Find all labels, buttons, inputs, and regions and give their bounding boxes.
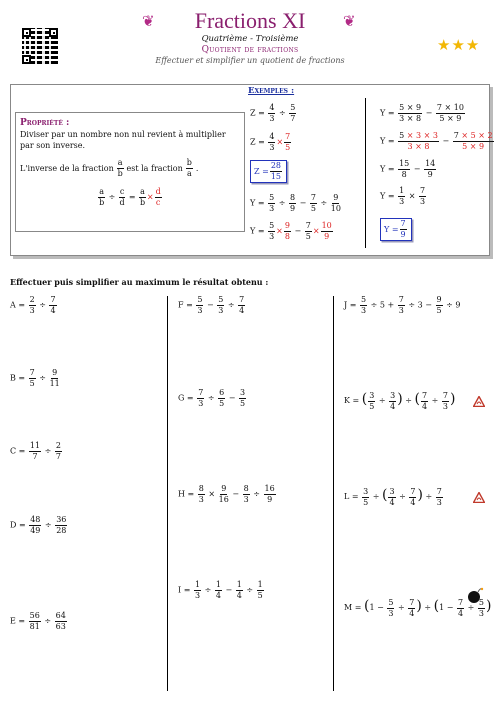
property-line1: Diviser par un nombre non nul revient à multiplier par son inverse. bbox=[20, 130, 226, 150]
property-title: Propriété : bbox=[20, 118, 70, 128]
instruction: Effectuer puis simplifier au maximum le résultat obtenu : bbox=[10, 277, 269, 287]
exercise-j: J = $\frac{5}{3}$ ÷ 5 + $\frac{7}{3}$ ÷ 3 − $\frac{9}{5}$ ÷ 9 bbox=[344, 295, 461, 315]
example-y4: Y = $\frac{5 \times 3 \times 3}{3 \times 8}$ − $\frac{7 \times 5 \times 2}{5 \times 9}$ bbox=[380, 131, 493, 151]
property-formula: $\frac{a}{b}$ ÷ $\frac{c}{d}$ = $\frac{a}{b}$ × $\frac{d}{c}$ bbox=[99, 187, 161, 207]
exercise-g: G = $\frac{7}{3}$ ÷ $\frac{6}{5}$ − $\frac{3}{5}$ bbox=[178, 388, 246, 408]
example-y-result: Y = $\frac{7}{9}$ bbox=[380, 218, 412, 241]
hazard-triangle-icon bbox=[473, 396, 485, 407]
exercise-e: E = $\frac{56}{81}$ ÷ $\frac{64}{63}$ bbox=[10, 611, 66, 631]
exercise-d: D = $\frac{48}{49}$ ÷ $\frac{36}{28}$ bbox=[10, 515, 67, 535]
exercise-h: H = $\frac{8}{3}$ × $\frac{9}{16}$ − $\frac{8}{3}$ ÷ $\frac{16}{9}$ bbox=[178, 484, 275, 504]
example-z1: Z = $\frac{4}{3}$ ÷ $\frac{5}{7}$ bbox=[250, 103, 296, 123]
example-y3: Y = $\frac{5 \times 9}{3 \times 8}$ − $\frac{7 \times 10}{5 \times 9}$ bbox=[380, 103, 464, 123]
example-z2: Z = $\frac{4}{3}$ × $\frac{7}{5}$ bbox=[250, 132, 291, 152]
exercise-c: C = $\frac{11}{7}$ ÷ $\frac{2}{7}$ bbox=[10, 441, 61, 461]
flower-ornament-icon: ❦ bbox=[343, 12, 356, 30]
examples-heading: Exemples : bbox=[248, 86, 295, 96]
column-separator bbox=[167, 296, 168, 691]
example-y2: Y = $\frac{5}{3}$ × $\frac{9}{8}$ − $\frac{7}{5}$ × $\frac{10}{9}$ bbox=[250, 221, 332, 241]
hazard-triangle-icon bbox=[473, 492, 485, 503]
topic-label: Quotient de fractions bbox=[201, 45, 299, 55]
exercise-l: L = $\frac{3}{5}$ ÷ ( $\frac{3}{4}$ ÷ $\frac{7}{4}$ ) ÷ $\frac{7}{3}$ bbox=[344, 486, 442, 507]
property-text: Diviser par un nombre non nul revient à multiplier par son inverse. L'inverse de la fraction $\frac{a}{b}$ est la fraction $\frac{b}{a}$ . $\frac{a}{b}$ ÷ $\frac{c}{d}$ = $\frac{a}{b}$ × $\frac{d}{c}$ bbox=[20, 129, 240, 207]
exercise-f: F = $\frac{5}{3}$ − $\frac{5}{3}$ ÷ $\frac{7}{4}$ bbox=[178, 295, 245, 315]
example-y5: Y = $\frac{15}{8}$ − $\frac{14}{9}$ bbox=[380, 159, 436, 179]
page-title: Fractions XI bbox=[194, 8, 306, 33]
property-line2-pre: L'inverse de la fraction bbox=[20, 164, 114, 173]
difficulty-stars: ★★★ bbox=[437, 36, 481, 54]
level-label: Quatrième - Troisième bbox=[201, 34, 299, 44]
column-separator bbox=[333, 296, 334, 691]
property-box bbox=[15, 112, 245, 232]
example-y1: Y = $\frac{5}{3}$ ÷ $\frac{8}{9}$ − $\frac{7}{5}$ ÷ $\frac{9}{10}$ bbox=[250, 193, 341, 213]
exercise-b: B = $\frac{7}{5}$ ÷ $\frac{9}{11}$ bbox=[10, 368, 60, 388]
example-z-result: Z = $\frac{28}{15}$ bbox=[250, 160, 287, 183]
exercise-k: K = ( $\frac{3}{5}$ ÷ $\frac{3}{4}$ ) ÷ ( $\frac{7}{4}$ ÷ $\frac{7}{3}$ ) bbox=[344, 390, 456, 411]
property-line2-mid: est la fraction bbox=[126, 164, 183, 173]
example-y6: Y = $\frac{1}{3}$ × $\frac{7}{3}$ bbox=[380, 186, 426, 206]
exercise-i: I = $\frac{1}{3}$ ÷ $\frac{1}{4}$ − $\frac{1}{4}$ ÷ $\frac{1}{5}$ bbox=[178, 580, 263, 600]
examples-separator bbox=[365, 98, 366, 248]
subtitle: Effectuer et simplifier un quotient de fractions bbox=[155, 56, 345, 65]
flower-ornament-icon: ❦ bbox=[142, 12, 155, 30]
exercise-a: A = $\frac{2}{3}$ ÷ $\frac{7}{4}$ bbox=[10, 295, 56, 315]
bomb-icon bbox=[466, 586, 484, 604]
exercise-m: M = (1 − $\frac{5}{3}$ ÷ $\frac{7}{4}$ ) ÷ (1 − $\frac{7}{4}$ ÷ $\frac{5}{3}$ ) bbox=[344, 597, 492, 618]
